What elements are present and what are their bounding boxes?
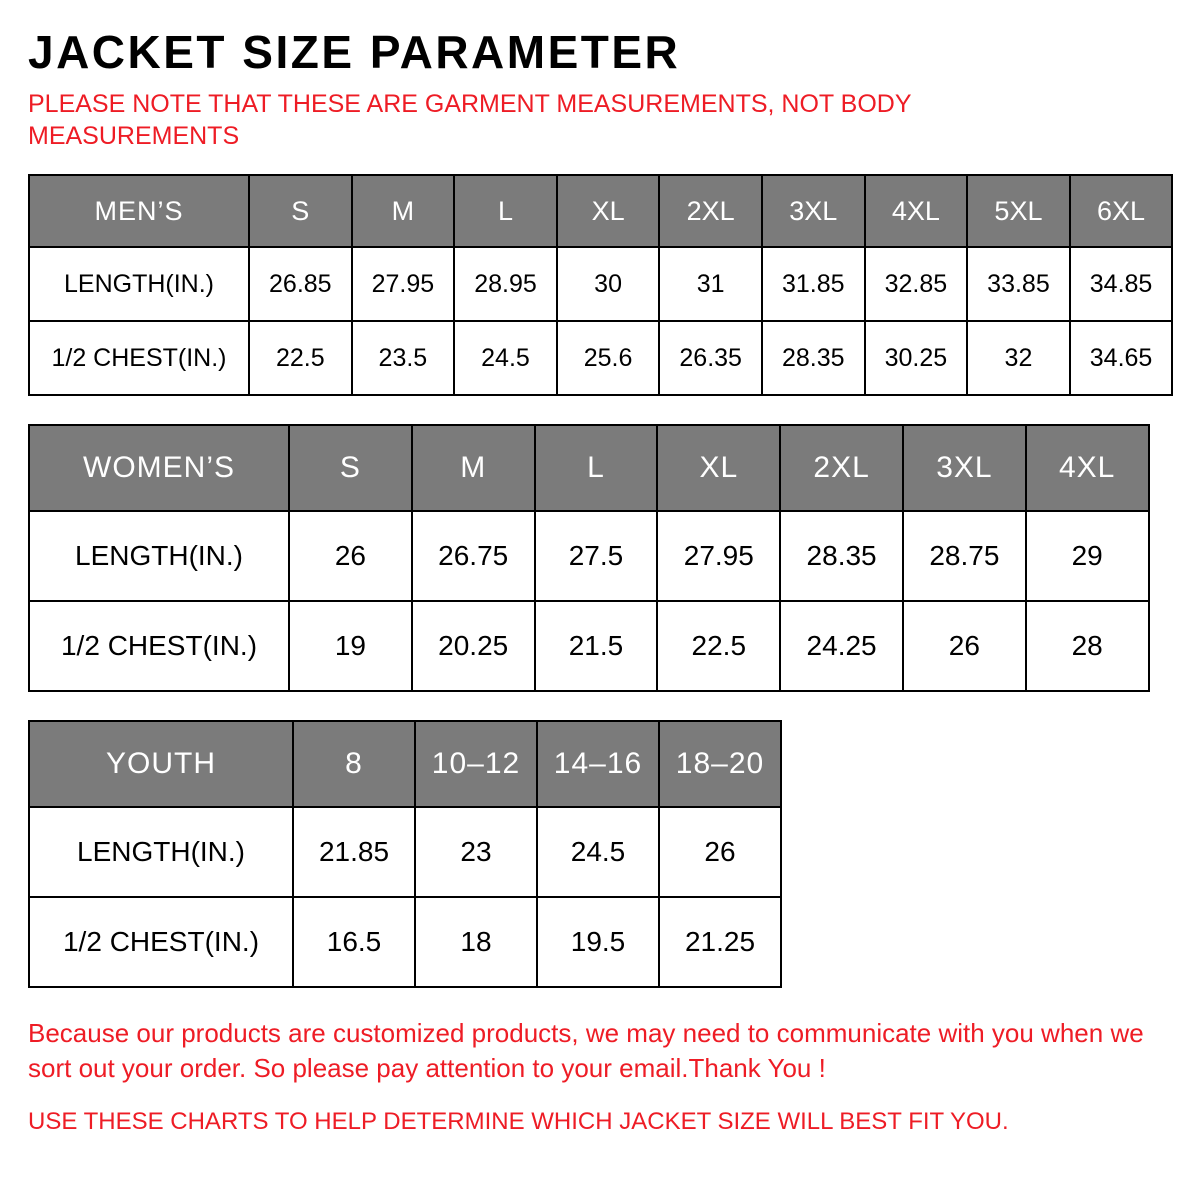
womens-size-header: M — [412, 425, 535, 511]
table-cell: 28 — [1026, 601, 1149, 691]
page-title: JACKET SIZE PARAMETER — [28, 26, 681, 78]
table-cell: 24.5 — [537, 807, 659, 897]
mens-size-header: 5XL — [967, 175, 1070, 247]
mens-size-header: S — [249, 175, 352, 247]
table-cell: 19.5 — [537, 897, 659, 987]
table-cell: 23 — [415, 807, 537, 897]
table-cell: 33.85 — [967, 247, 1070, 321]
customization-notice: Because our products are customized products, we may need to communicate with you when we sort out your order. So please pay attention to your email.Thank You ! — [28, 1018, 1144, 1084]
womens-size-header: 2XL — [780, 425, 903, 511]
measurement-note: PLEASE NOTE THAT THESE ARE GARMENT MEASUREMENTS, NOT BODY MEASUREMENTS — [28, 90, 912, 151]
youth-size-header: 10–12 — [415, 721, 537, 807]
table-row — [29, 721, 781, 807]
table-cell: 16.5 — [293, 897, 415, 987]
table-cell: 21.25 — [659, 897, 781, 987]
table-cell: 23.5 — [352, 321, 455, 395]
womens-size-header: L — [535, 425, 658, 511]
womens-table-body — [29, 511, 1149, 691]
table-row — [29, 807, 781, 897]
youth-table-header — [29, 721, 781, 807]
mens-size-header: 6XL — [1070, 175, 1173, 247]
table-cell: 30 — [557, 247, 660, 321]
mens-table-body — [29, 247, 1172, 395]
table-cell: 21.5 — [535, 601, 658, 691]
table-cell: 28.75 — [903, 511, 1026, 601]
table-cell: 26.75 — [412, 511, 535, 601]
youth-size-header: 8 — [293, 721, 415, 807]
table-cell: 22.5 — [249, 321, 352, 395]
table-cell: 26.35 — [659, 321, 762, 395]
table-cell: 25.6 — [557, 321, 660, 395]
row-label: LENGTH(IN.) — [29, 511, 289, 601]
row-label: LENGTH(IN.) — [29, 247, 249, 321]
table-cell: 26.85 — [249, 247, 352, 321]
table-cell: 24.25 — [780, 601, 903, 691]
table-cell: 31 — [659, 247, 762, 321]
womens-size-header: S — [289, 425, 412, 511]
table-row — [29, 321, 1172, 395]
row-label: 1/2 CHEST(IN.) — [29, 897, 293, 987]
mens-header-label: MEN’S — [29, 175, 249, 247]
mens-size-header: 4XL — [865, 175, 968, 247]
womens-header-label: WOMEN’S — [29, 425, 289, 511]
mens-size-header: XL — [557, 175, 660, 247]
table-cell: 22.5 — [657, 601, 780, 691]
table-row — [29, 601, 1149, 691]
table-cell: 28.35 — [762, 321, 865, 395]
youth-size-header: 14–16 — [537, 721, 659, 807]
womens-size-header: 4XL — [1026, 425, 1149, 511]
table-cell: 27.5 — [535, 511, 658, 601]
table-row — [29, 175, 1172, 247]
table-cell: 19 — [289, 601, 412, 691]
table-cell: 21.85 — [293, 807, 415, 897]
womens-size-header: 3XL — [903, 425, 1026, 511]
table-cell: 24.5 — [454, 321, 557, 395]
mens-table-header — [29, 175, 1172, 247]
youth-size-header: 18–20 — [659, 721, 781, 807]
mens-size-header: 2XL — [659, 175, 762, 247]
table-cell: 26 — [289, 511, 412, 601]
table-row — [29, 425, 1149, 511]
table-cell: 29 — [1026, 511, 1149, 601]
table-cell: 18 — [415, 897, 537, 987]
table-cell: 31.85 — [762, 247, 865, 321]
table-cell: 28.95 — [454, 247, 557, 321]
youth-size-table — [28, 720, 782, 988]
table-cell: 34.65 — [1070, 321, 1173, 395]
table-cell: 30.25 — [865, 321, 968, 395]
table-cell: 20.25 — [412, 601, 535, 691]
table-row — [29, 897, 781, 987]
mens-size-table — [28, 174, 1173, 396]
row-label: LENGTH(IN.) — [29, 807, 293, 897]
chart-usage-notice: USE THESE CHARTS TO HELP DETERMINE WHICH JACKET SIZE WILL BEST FIT YOU. — [28, 1108, 1009, 1136]
table-cell: 32 — [967, 321, 1070, 395]
table-cell: 27.95 — [657, 511, 780, 601]
row-label: 1/2 CHEST(IN.) — [29, 601, 289, 691]
row-label: 1/2 CHEST(IN.) — [29, 321, 249, 395]
mens-size-header: 3XL — [762, 175, 865, 247]
mens-size-header: M — [352, 175, 455, 247]
table-cell: 34.85 — [1070, 247, 1173, 321]
table-cell: 32.85 — [865, 247, 968, 321]
table-cell: 27.95 — [352, 247, 455, 321]
table-cell: 28.35 — [780, 511, 903, 601]
table-cell: 26 — [903, 601, 1026, 691]
womens-size-table — [28, 424, 1150, 692]
youth-table-body — [29, 807, 781, 987]
table-cell: 26 — [659, 807, 781, 897]
table-row — [29, 511, 1149, 601]
womens-table-header — [29, 425, 1149, 511]
table-row — [29, 247, 1172, 321]
mens-size-header: L — [454, 175, 557, 247]
womens-size-header: XL — [657, 425, 780, 511]
youth-header-label: YOUTH — [29, 721, 293, 807]
